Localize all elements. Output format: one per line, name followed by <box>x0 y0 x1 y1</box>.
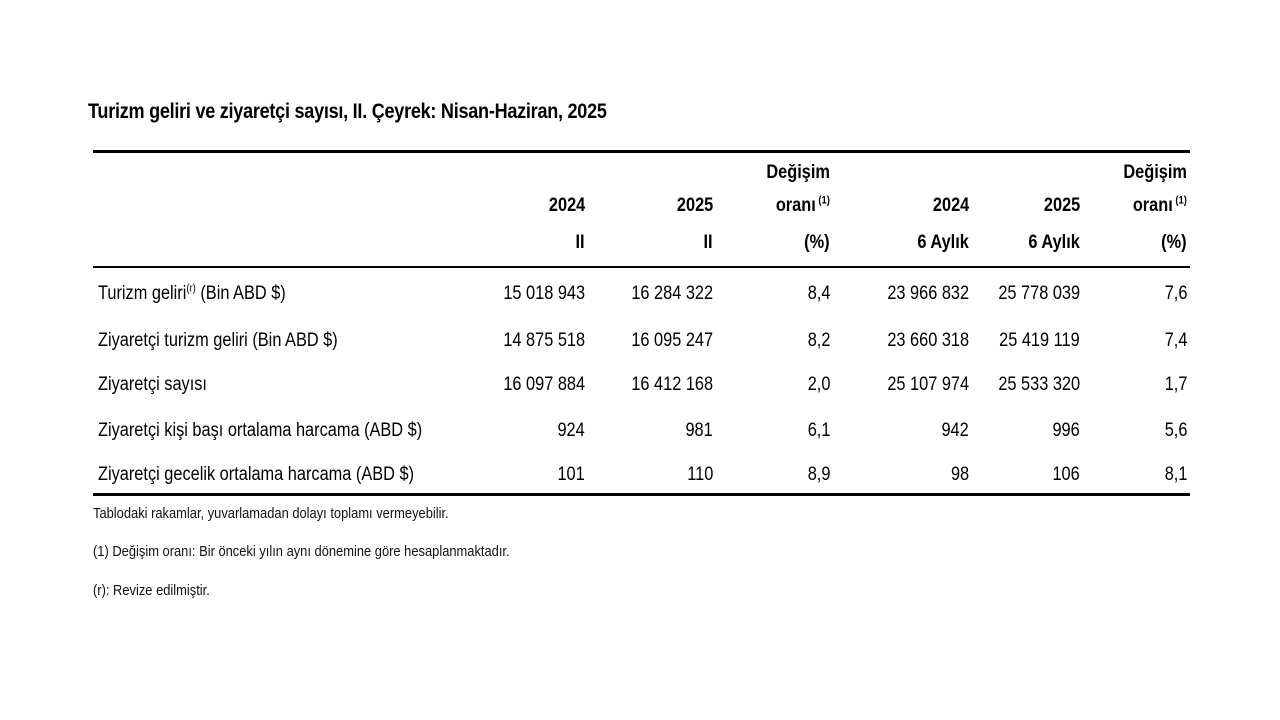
table-cell <box>807 283 830 305</box>
column-header <box>677 195 713 217</box>
footnote-marker: (1) <box>1172 194 1187 207</box>
table-cell <box>887 283 969 305</box>
column-subheader <box>918 232 969 254</box>
cell-text: 8,1 <box>1164 464 1187 485</box>
cell-text: oranı <box>1132 195 1173 216</box>
row-label <box>98 330 338 352</box>
cell-text: 106 <box>1052 464 1080 485</box>
column-header-top <box>1123 162 1187 184</box>
table-cell <box>503 283 585 305</box>
cell-text: 8,9 <box>807 464 830 485</box>
cell-text: 6 Aylık <box>1028 232 1080 253</box>
column-subheader <box>1162 232 1187 254</box>
table-cell <box>998 374 1080 396</box>
cell-text: 2024 <box>548 195 585 216</box>
cell-text: 16 284 322 <box>631 283 713 304</box>
cell-text: 981 <box>685 420 713 441</box>
table-cell <box>887 374 969 396</box>
cell-text: oranı <box>775 195 816 216</box>
cell-text: Değişim <box>1123 162 1187 183</box>
cell-text: 25 533 320 <box>998 374 1080 395</box>
cell-text: 1,7 <box>1164 374 1187 395</box>
table-cell <box>999 330 1080 352</box>
cell-text: 6,1 <box>807 420 830 441</box>
cell-text: 6 Aylık <box>917 232 969 253</box>
cell-text: 7,6 <box>1164 283 1187 304</box>
cell-text: 101 <box>557 464 585 485</box>
cell-text: Ziyaretçi sayısı <box>98 374 207 395</box>
table-cell <box>1164 420 1187 442</box>
cell-text: 5,6 <box>1164 420 1187 441</box>
column-header <box>1133 195 1187 217</box>
cell-text: 23 966 832 <box>887 283 969 304</box>
cell-text: 2024 <box>932 195 969 216</box>
table-cell <box>942 420 969 442</box>
cell-text: 110 <box>686 464 713 485</box>
cell-text: 996 <box>1052 420 1080 441</box>
cell-text: (Bin ABD $) <box>195 283 286 304</box>
cell-text: 16 097 884 <box>503 374 585 395</box>
cell-text: Ziyaretçi kişi başı ortalama harcama (ABD $) <box>98 420 423 441</box>
column-header <box>549 195 585 217</box>
column-header <box>933 195 969 217</box>
table-cell <box>951 464 969 486</box>
cell-text: 2,0 <box>807 374 830 395</box>
cell-text: II <box>575 232 585 253</box>
row-label <box>98 420 422 442</box>
cell-text: Değişim <box>766 162 830 183</box>
table-cell <box>1164 283 1187 305</box>
cell-text: 16 412 168 <box>631 374 713 395</box>
cell-text: (%) <box>804 232 830 253</box>
cell-text: 7,4 <box>1164 330 1187 351</box>
table-cell <box>1164 464 1187 486</box>
table-cell <box>503 374 585 396</box>
footnote-revised: (r): Revize edilmiştir. <box>93 582 210 599</box>
table-cell <box>807 464 830 486</box>
cell-text: II <box>703 232 713 253</box>
table-cell <box>631 374 713 396</box>
column-header-top <box>766 162 830 184</box>
table-header-rule <box>93 266 1190 268</box>
footnote-rounding: Tablodaki rakamlar, yuvarlamadan dolayı toplamı vermeyebilir. <box>93 505 449 522</box>
table-cell <box>1053 464 1080 486</box>
cell-text: 15 018 943 <box>503 283 585 304</box>
cell-text: 924 <box>557 420 585 441</box>
cell-text: 2025 <box>676 195 713 216</box>
table-title: Turizm geliri ve ziyaretçi sayısı, II. Çeyrek: Nisan-Haziran, 2025 <box>88 100 607 123</box>
table-cell <box>1164 374 1187 396</box>
table-cell <box>1053 420 1080 442</box>
cell-text: 25 107 974 <box>887 374 969 395</box>
cell-text: 942 <box>941 420 969 441</box>
table-cell <box>887 330 969 352</box>
table-cell <box>631 330 713 352</box>
cell-text: 16 095 247 <box>631 330 713 351</box>
column-header <box>1044 195 1080 217</box>
cell-text: 98 <box>950 464 969 485</box>
cell-text: 25 778 039 <box>998 283 1080 304</box>
table-cell <box>807 420 830 442</box>
table-cell <box>807 330 830 352</box>
table-cell <box>687 464 713 486</box>
footnote-marker: (1) <box>815 194 830 207</box>
table-cell <box>503 330 585 352</box>
table-cell <box>558 464 585 486</box>
column-subheader <box>805 232 830 254</box>
cell-text: 23 660 318 <box>887 330 969 351</box>
row-label <box>98 283 286 305</box>
column-subheader <box>576 232 585 254</box>
table-cell <box>558 420 585 442</box>
cell-text: 14 875 518 <box>503 330 585 351</box>
column-subheader <box>1029 232 1080 254</box>
column-header <box>776 195 830 217</box>
cell-text: (%) <box>1161 232 1187 253</box>
row-label <box>98 374 207 396</box>
table-cell <box>807 374 830 396</box>
cell-text: Ziyaretçi turizm geliri (Bin ABD $) <box>98 330 338 351</box>
table-bottom-rule <box>93 493 1190 496</box>
cell-text: 2025 <box>1043 195 1080 216</box>
footnote-change-rate: (1) Değişim oranı: Bir önceki yılın aynı dönemine göre hesaplanmaktadır. <box>93 543 510 560</box>
table-cell <box>998 283 1080 305</box>
cell-text: 25 419 119 <box>999 330 1080 351</box>
row-label <box>98 464 414 486</box>
cell-text: Ziyaretçi gecelik ortalama harcama (ABD $) <box>98 464 415 485</box>
cell-text: Turizm geliri <box>98 283 187 304</box>
table-cell <box>1164 330 1187 352</box>
cell-text: 8,2 <box>807 330 830 351</box>
column-subheader <box>704 232 713 254</box>
table-cell <box>631 283 713 305</box>
footnote-marker: (r) <box>186 282 196 295</box>
table-cell <box>686 420 713 442</box>
table-top-rule <box>93 150 1190 153</box>
cell-text: 8,4 <box>807 283 830 304</box>
